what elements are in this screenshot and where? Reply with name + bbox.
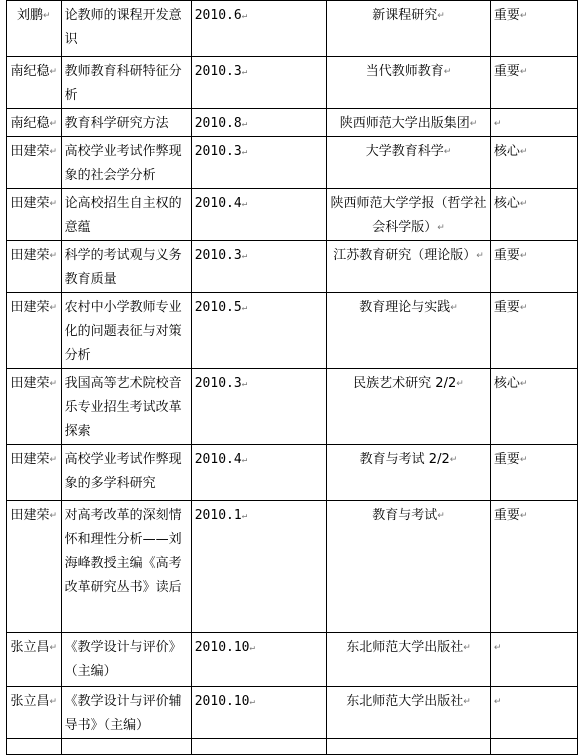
title-cell: 农村中小学教师专业化的问题表征与对策分析: [61, 293, 191, 369]
author-cell: 张立昌↵: [7, 687, 62, 739]
table-row: [7, 109, 578, 137]
venue-cell: 陕西师范大学出版集团↵: [327, 109, 491, 137]
title-cell: 科学的考试观与义务教育质量: [61, 241, 191, 293]
author-cell: 田建荣↵: [7, 501, 62, 633]
date-cell: 2010.5↵: [191, 293, 326, 369]
venue-cell: [327, 739, 491, 755]
author-cell: [7, 739, 62, 755]
date-cell: 2010.3↵: [191, 241, 326, 293]
title-cell: 我国高等艺术院校音乐专业招生考试改革探索: [61, 369, 191, 445]
title-cell: [61, 739, 191, 755]
title-cell: 教师教育科研特征分析: [61, 57, 191, 109]
level-cell: 重要↵: [490, 241, 577, 293]
level-cell: ↵: [490, 109, 577, 137]
table-row: [7, 633, 578, 687]
table-row: [7, 501, 578, 633]
author-cell: 田建荣↵: [7, 137, 62, 189]
venue-cell: 大学教育科学↵: [327, 137, 491, 189]
date-cell: 2010.4↵: [191, 189, 326, 241]
date-cell: 2010.8↵: [191, 109, 326, 137]
title-cell: 高校学业考试作弊现象的多学科研究: [61, 445, 191, 501]
author-cell: 张立昌↵: [7, 633, 62, 687]
title-cell: 对高考改革的深刻情怀和理性分析——刘海峰教授主编《高考改革研究丛书》读后: [61, 501, 191, 633]
table-body: [7, 1, 578, 755]
author-cell: 田建荣↵: [7, 293, 62, 369]
table-row: [7, 189, 578, 241]
table-row: [7, 445, 578, 501]
venue-cell: 教育与考试↵: [327, 501, 491, 633]
table-row: [7, 369, 578, 445]
venue-cell: 陕西师范大学学报（哲学社会科学版）↵: [327, 189, 491, 241]
level-cell: 重要↵: [490, 1, 577, 57]
level-cell: ↵: [490, 687, 577, 739]
title-cell: 《教学设计与评价辅导书》（主编）: [61, 687, 191, 739]
level-cell: 核心↵: [490, 369, 577, 445]
date-cell: 2010.4↵: [191, 445, 326, 501]
level-cell: 核心↵: [490, 137, 577, 189]
title-cell: 高校学业考试作弊现象的社会学分析: [61, 137, 191, 189]
level-cell: 重要↵: [490, 57, 577, 109]
table-row-partial: [7, 739, 578, 755]
date-cell: 2010.10↵: [191, 687, 326, 739]
level-cell: [490, 739, 577, 755]
author-cell: 刘鹏↵: [7, 1, 62, 57]
author-cell: 田建荣↵: [7, 241, 62, 293]
author-cell: 田建荣↵: [7, 189, 62, 241]
level-cell: 重要↵: [490, 501, 577, 633]
table-row: [7, 241, 578, 293]
date-cell: 2010.3↵: [191, 369, 326, 445]
author-cell: 田建荣↵: [7, 445, 62, 501]
title-cell: 论高校招生自主权的意蕴: [61, 189, 191, 241]
date-cell: [191, 739, 326, 755]
venue-cell: 新课程研究↵: [327, 1, 491, 57]
author-cell: 南纪稳↵: [7, 109, 62, 137]
table-row: [7, 57, 578, 109]
table-row: [7, 293, 578, 369]
table-row: [7, 137, 578, 189]
date-cell: 2010.6↵: [191, 1, 326, 57]
venue-cell: 东北师范大学出版社↵: [327, 687, 491, 739]
date-cell: 2010.3↵: [191, 57, 326, 109]
level-cell: ↵: [490, 633, 577, 687]
level-cell: 重要↵: [490, 445, 577, 501]
venue-cell: 民族艺术研究 2/2↵: [327, 369, 491, 445]
author-cell: 南纪稳↵: [7, 57, 62, 109]
venue-cell: 教育理论与实践↵: [327, 293, 491, 369]
venue-cell: 当代教师教育↵: [327, 57, 491, 109]
title-cell: 教育科学研究方法: [61, 109, 191, 137]
level-cell: 核心↵: [490, 189, 577, 241]
venue-cell: 东北师范大学出版社↵: [327, 633, 491, 687]
level-cell: 重要↵: [490, 293, 577, 369]
table-row: [7, 1, 578, 57]
table-row: [7, 687, 578, 739]
venue-cell: 教育与考试 2/2↵: [327, 445, 491, 501]
title-cell: 《教学设计与评价》（主编）: [61, 633, 191, 687]
date-cell: 2010.1↵: [191, 501, 326, 633]
title-cell: 论教师的课程开发意识: [61, 1, 191, 57]
date-cell: 2010.3↵: [191, 137, 326, 189]
author-cell: 田建荣↵: [7, 369, 62, 445]
publication-table: [6, 0, 578, 755]
venue-cell: 江苏教育研究（理论版）↵: [327, 241, 491, 293]
date-cell: 2010.10↵: [191, 633, 326, 687]
